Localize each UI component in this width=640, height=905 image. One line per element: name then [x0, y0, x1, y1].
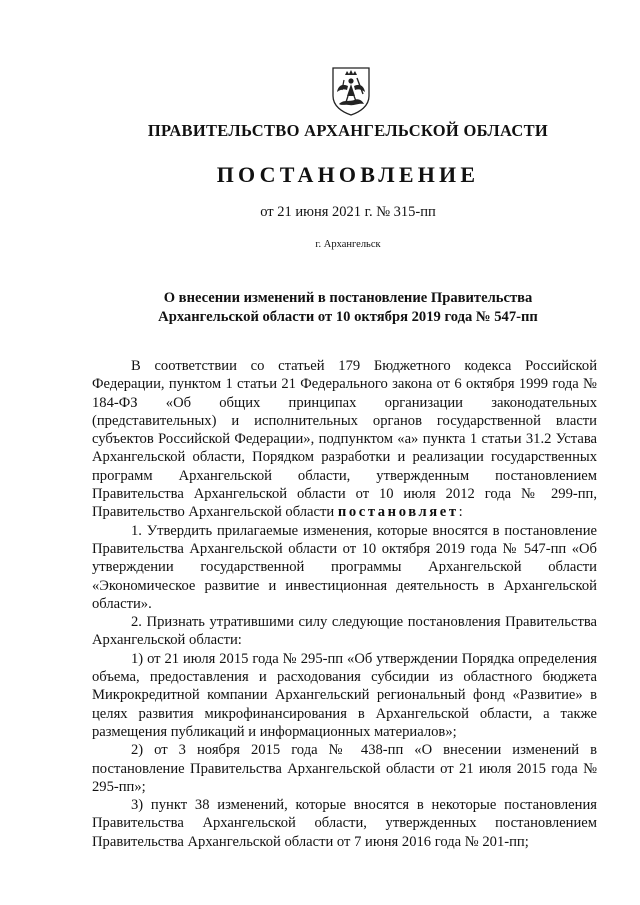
preamble-text: В соответствии со статьей 179 Бюджетного кодекса Российской Федерации, пунктом 1 статьи 21 Федерального закона от 6 октября 1999 года № 184-ФЗ «Об общих принципах организации законодательных (представительных) и исполнительных органов государственной власти субъектов Российской Федерации», подпунктом «а» пункта 1 статьи 31.2 Устава Архангельской области, Порядком разработки и реализации государственных программ Архангельской области, утвержденным постановлением Правительства Архангельской области от 10 июля 2012 года № 299-пп, Правительство Архангельской области [92, 358, 597, 521]
item-2: 2. Признать утратившими силу следующие постановления Правительства Архангельской области: [92, 614, 597, 649]
government-title: ПРАВИТЕЛЬСТВО АРХАНГЕЛЬСКОЙ ОБЛАСТИ [147, 121, 549, 140]
item-1: 1. Утвердить прилагаемые изменения, которые вносятся в постановление Правительства Архангельской области от 10 октября 2019 года № 547-пп «Об утверждении государственной программы Архангельской области «Экономическое развитие и инвестиционная деятельность в Архангельской области». [92, 522, 597, 612]
item-2-2: 2) от 3 ноября 2015 года № 438-пп «О внесении изменений в постановление Правительства Архангельской области от 21 июля 2015 года № 295-пп»; [92, 742, 597, 795]
document-subject [0, 289, 640, 327]
document-body [92, 357, 597, 851]
document-type: ПОСТАНОВЛЕНИЕ [216, 162, 480, 187]
item-2-1: 1) от 21 июля 2015 года № 295-пп «Об утверждении Порядка определения объема, предоставления и расходования субсидии из областного бюджета Микрокредитной компании Архангельский региональный фонд «Развитие» в целях развития микрофинансирования в Архангельской области, а также размещения публикаций и информационных материалов»; [92, 650, 597, 740]
item-2-3: 3) пункт 38 изменений, которые вносятся в некоторые постановления Правительства Архангельской области, утвержденных постановлением Правительства Архангельской области от 7 июня 2016 года № 201-пп; [92, 797, 597, 850]
coat-of-arms-icon [330, 66, 372, 116]
preamble-paragraph [92, 357, 597, 522]
resolves-word: постановляет [337, 504, 459, 521]
resolves-colon: : [458, 504, 463, 521]
subject-line-1: О внесении изменений в постановление Правительства [163, 290, 533, 306]
document-city: г. Архангельск [315, 239, 381, 250]
subject-line-2: Архангельской области от 10 октября 2019 года № 547-пп [158, 309, 538, 325]
document-date-number: от 21 июня 2021 г. № 315-пп [260, 204, 436, 220]
